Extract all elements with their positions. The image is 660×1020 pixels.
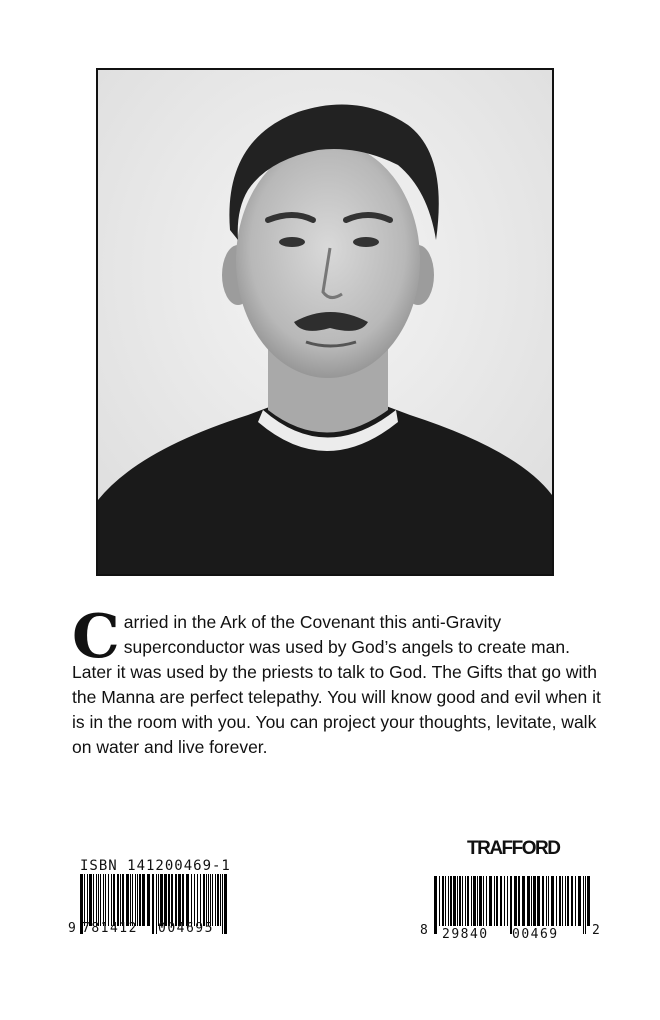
barcode-bar bbox=[471, 876, 472, 926]
barcode-bar bbox=[111, 874, 112, 926]
upc-left-group: 29840 bbox=[442, 927, 489, 942]
barcode-bar bbox=[171, 874, 173, 926]
upc-first-digit: 8 bbox=[420, 923, 428, 938]
barcode-bar bbox=[467, 876, 469, 926]
barcode-bar bbox=[542, 876, 544, 926]
barcode-bar bbox=[489, 876, 492, 926]
barcode-bar bbox=[122, 874, 124, 926]
isbn-barcode bbox=[68, 858, 238, 936]
barcode-bar bbox=[465, 876, 466, 926]
barcode-bar bbox=[139, 874, 141, 926]
barcode-bar bbox=[533, 876, 536, 926]
barcode-bar bbox=[93, 874, 94, 926]
barcode-bar bbox=[200, 874, 201, 926]
barcode-bar bbox=[117, 874, 119, 926]
author-photo bbox=[96, 68, 554, 576]
barcode-bar bbox=[186, 874, 189, 926]
back-cover-blurb bbox=[72, 602, 612, 760]
barcode-bar bbox=[522, 876, 525, 926]
barcode-bar bbox=[222, 874, 223, 934]
barcode-bar bbox=[518, 876, 520, 926]
barcode-bar bbox=[450, 876, 452, 926]
barcode-bar bbox=[108, 874, 109, 926]
barcode-bar bbox=[126, 874, 129, 926]
barcode-bar bbox=[142, 874, 145, 926]
barcode-bar bbox=[551, 876, 554, 926]
barcode-bar bbox=[587, 876, 590, 926]
barcode-bar bbox=[130, 874, 131, 926]
barcode-bar bbox=[215, 874, 216, 926]
barcode-bar bbox=[206, 874, 207, 926]
barcode-bar bbox=[137, 874, 138, 926]
barcode-bar bbox=[479, 876, 482, 926]
barcode-bar bbox=[175, 874, 177, 926]
barcode-bar bbox=[120, 874, 121, 926]
barcode-bar bbox=[105, 874, 106, 926]
barcode-bar bbox=[496, 876, 498, 926]
barcode-bar bbox=[510, 876, 512, 934]
barcode-bar bbox=[507, 876, 508, 926]
barcode-bar bbox=[504, 876, 505, 926]
barcode-bar bbox=[164, 874, 167, 926]
barcode-bar bbox=[160, 874, 163, 926]
barcode-bar bbox=[567, 876, 569, 926]
barcode-bar bbox=[453, 876, 456, 926]
barcode-bar bbox=[100, 874, 101, 926]
barcode-bar bbox=[483, 876, 484, 926]
barcode-bar bbox=[457, 876, 458, 926]
barcode-bar bbox=[565, 876, 566, 926]
barcode-bar bbox=[583, 876, 584, 934]
barcode-bar bbox=[178, 874, 181, 926]
upc-right-group: 00469 bbox=[512, 927, 559, 942]
barcode-bar bbox=[559, 876, 561, 926]
barcode-bar bbox=[527, 876, 530, 926]
barcode-bar bbox=[448, 876, 449, 926]
barcode-bar bbox=[575, 876, 576, 926]
barcode-bar bbox=[439, 876, 440, 926]
barcode-bar bbox=[473, 876, 476, 926]
barcode-bar bbox=[445, 876, 446, 926]
barcode-bar bbox=[531, 876, 532, 926]
barcode-bar bbox=[147, 874, 150, 926]
barcode-bar bbox=[578, 876, 581, 926]
barcode-bar bbox=[442, 876, 444, 926]
publisher-logo: TRAFFORD bbox=[467, 838, 560, 859]
barcode-bar bbox=[208, 874, 209, 926]
barcode-bar bbox=[220, 874, 221, 926]
barcode-bar bbox=[462, 876, 463, 926]
blurb-text: arried in the Ark of the Covenant this anti-Gravity superconductor was used by God’s angels to create man. Later it was used by the priests to talk to God. The Gifts that go with the Manna are perfect telepathy. You will know good and evil when it is in the room with you. You can project your thoughts, levitate, walk on water and live forever. bbox=[72, 612, 601, 757]
isbn-left-group: 781412 bbox=[82, 921, 138, 936]
barcode-bar bbox=[156, 874, 157, 934]
barcode-bar bbox=[87, 874, 88, 926]
barcode-bar bbox=[98, 874, 99, 926]
barcode-bar bbox=[84, 874, 85, 926]
isbn-label: ISBN 141200469-1 bbox=[80, 858, 231, 874]
barcode-bar bbox=[217, 874, 219, 926]
barcode-bar bbox=[135, 874, 136, 926]
author-portrait-icon bbox=[98, 70, 552, 574]
barcode-bar bbox=[556, 876, 557, 926]
barcode-bar bbox=[224, 874, 227, 934]
barcode-bar bbox=[571, 876, 573, 926]
drop-cap: C bbox=[72, 602, 120, 672]
barcode-bar bbox=[132, 874, 133, 926]
isbn-right-group: 004695 bbox=[158, 921, 214, 936]
barcode-bar bbox=[212, 874, 213, 926]
barcode-bar bbox=[500, 876, 502, 926]
barcode-bar bbox=[191, 874, 192, 926]
barcode-bar bbox=[459, 876, 461, 926]
barcode-bar bbox=[96, 874, 97, 926]
upc-check-digit: 2 bbox=[592, 923, 600, 938]
barcode-bar bbox=[194, 874, 195, 926]
barcode-bar bbox=[537, 876, 540, 926]
barcode-bar bbox=[158, 874, 159, 926]
barcode-bar bbox=[210, 874, 211, 926]
isbn-first-digit: 9 bbox=[68, 921, 76, 936]
barcode-bar bbox=[546, 876, 547, 926]
upc-barcode bbox=[420, 876, 605, 942]
barcode-bar bbox=[434, 876, 437, 934]
barcode-bar bbox=[585, 876, 586, 934]
barcode-bar bbox=[477, 876, 478, 926]
barcode-bar bbox=[113, 874, 115, 926]
barcode-bar bbox=[562, 876, 563, 926]
barcode-bar bbox=[182, 874, 184, 926]
barcode-bar bbox=[168, 874, 170, 926]
barcode-bar bbox=[152, 874, 154, 934]
barcode-bar bbox=[514, 876, 517, 926]
barcode-bar bbox=[548, 876, 549, 926]
barcode-bar bbox=[486, 876, 487, 926]
barcode-bar bbox=[103, 874, 104, 926]
barcode-bar bbox=[203, 874, 205, 926]
barcode-bar bbox=[494, 876, 495, 926]
barcode-bar bbox=[197, 874, 198, 926]
barcode-bar bbox=[89, 874, 92, 926]
